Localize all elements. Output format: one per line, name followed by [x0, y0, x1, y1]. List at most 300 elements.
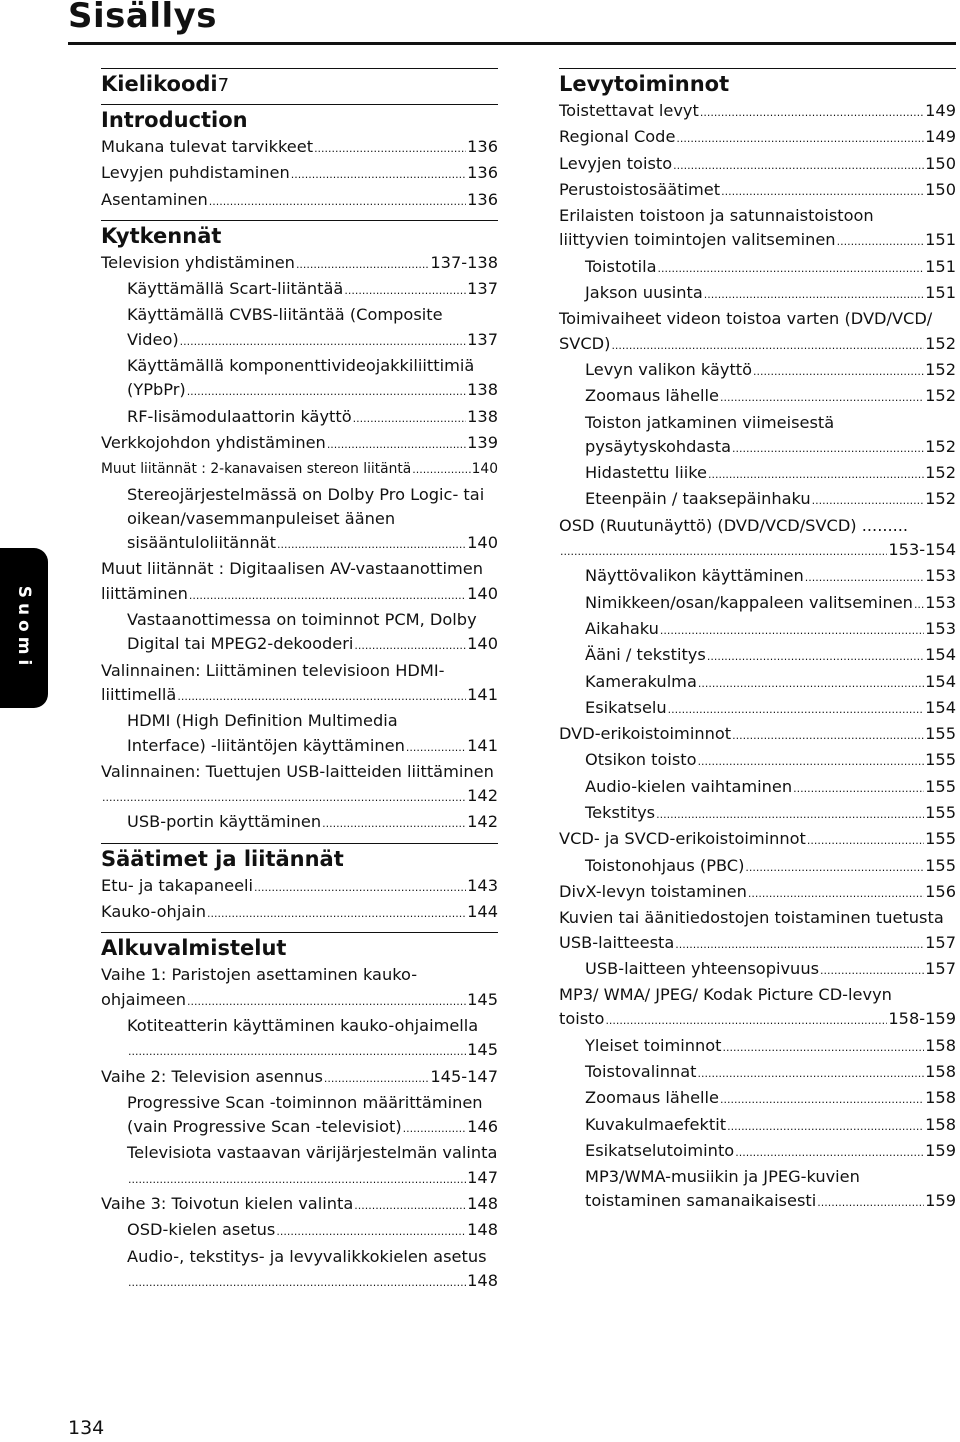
- toc-entry-label: Eteenpäin / taaksepäinhaku: [585, 489, 811, 509]
- dot-leader: [745, 856, 924, 880]
- dot-leader: [207, 902, 466, 926]
- toc-entry-row: [127, 378, 498, 404]
- toc-entry: [559, 801, 956, 827]
- toc-entry-row: [127, 1166, 498, 1192]
- toc-entry-row: [127, 734, 498, 760]
- toc-entry-row: [559, 1007, 956, 1033]
- page-ref: 140: [471, 461, 498, 478]
- page-ref: 152: [925, 436, 956, 456]
- page-ref: 141: [467, 735, 498, 755]
- section-title: Säätimet ja liitännät: [101, 846, 344, 871]
- page-ref: 138: [467, 380, 498, 400]
- toc-entry-label: USB-portin käyttäminen: [127, 812, 322, 832]
- toc-entry-label: Esikatselutoiminto: [585, 1140, 735, 1160]
- toc-entry-label: Interface) -liitäntöjen käyttäminen: [127, 735, 405, 755]
- toc-entry-label: liittyvien toimintojen valitseminen: [559, 230, 836, 250]
- toc-entry: [101, 1141, 498, 1192]
- page-ref: 154: [925, 671, 956, 691]
- dot-leader: [753, 360, 924, 384]
- toc-entry: [559, 957, 956, 983]
- toc-entry-line: Televisiota vastaavan värijärjestelmän valinta: [127, 1143, 498, 1163]
- dot-leader: [720, 386, 924, 410]
- page-ref: 153: [925, 592, 956, 612]
- section-title: Alkuvalmistelut: [101, 936, 287, 961]
- page-ref: 143: [467, 875, 498, 895]
- toc-entry-row: [127, 405, 498, 431]
- page-ref: 140: [467, 634, 498, 654]
- toc-entry-label: Esikatselu: [585, 697, 667, 717]
- dot-leader: [354, 634, 466, 658]
- toc-entry-row: [127, 1038, 498, 1064]
- toc-entry-row: [585, 854, 956, 880]
- toc-entry-row: [101, 874, 498, 900]
- dot-leader: [187, 990, 466, 1014]
- toc-entry-label: Vaihe 2: Television asennus: [101, 1066, 323, 1086]
- dot-leader: [327, 433, 466, 457]
- toc-entry-row: [101, 784, 498, 810]
- toc-entry-row: [101, 683, 498, 709]
- toc-entry-line: Muut liitännät : Digitaalisen AV-vastaanottimen: [101, 559, 484, 579]
- toc-entry: [101, 251, 498, 277]
- toc-entry-label: DVD-erikoistoiminnot: [559, 724, 732, 744]
- page-ref: 7: [217, 75, 230, 96]
- toc-entry: [559, 1034, 956, 1060]
- page-ref: 147: [467, 1167, 498, 1187]
- page-ref: 136: [467, 163, 498, 183]
- toc-entry-row: [585, 1060, 956, 1086]
- dot-leader: [732, 724, 924, 748]
- toc-entry-label: sisääntuloliitännät: [127, 533, 277, 553]
- toc-entry-label: VCD- ja SVCD-erikoistoiminnot: [559, 829, 806, 849]
- dot-leader: [707, 645, 924, 669]
- dot-leader: [296, 253, 429, 277]
- toc-entry-row: [127, 1115, 498, 1141]
- toc-entry: [559, 906, 956, 957]
- page-ref: 158: [925, 1035, 956, 1055]
- dot-leader: [291, 163, 466, 187]
- dot-leader: [732, 437, 924, 461]
- toc-entry-label: Levyjen puhdistaminen: [101, 163, 290, 183]
- toc-entry: [559, 722, 956, 748]
- toc-entry: [559, 384, 956, 410]
- toc-entry: [559, 358, 956, 384]
- page-ref: 139: [467, 432, 498, 452]
- title-divider: [68, 42, 956, 45]
- toc-entry: [559, 281, 956, 307]
- page-ref: 158: [925, 1088, 956, 1108]
- toc-entry-label: pysäytyskohdasta: [585, 436, 732, 456]
- page-ref: 145: [467, 989, 498, 1009]
- toc-entry-line: Valinnainen: Liittäminen televisioon HDMI-: [101, 660, 445, 680]
- toc-entry-line: Valinnainen: Tuettujen USB-laitteiden liittäminen: [101, 761, 494, 781]
- page-number: 134: [68, 1417, 105, 1439]
- toc-entry: [559, 1139, 956, 1165]
- page-ref: 140: [467, 533, 498, 553]
- toc-entry: [101, 608, 498, 659]
- page-ref: 142: [467, 786, 498, 806]
- page-ref: 137: [467, 329, 498, 349]
- page-ref: 148: [467, 1193, 498, 1213]
- dot-leader: [820, 959, 924, 983]
- page-ref: 158: [925, 1061, 956, 1081]
- page-ref: 159: [925, 1140, 956, 1160]
- page-ref: 144: [467, 902, 498, 922]
- toc-entry-row: [101, 457, 498, 482]
- toc-entry-label: liittimellä: [101, 684, 177, 704]
- toc-entry-label: Toistovalinnat: [585, 1061, 697, 1081]
- toc-entry: [101, 1192, 498, 1218]
- toc-entry-row: [127, 810, 498, 836]
- page-ref: 140: [467, 583, 498, 603]
- page-ref: 157: [925, 932, 956, 952]
- page-ref: 151: [925, 283, 956, 303]
- language-tab: [0, 548, 48, 708]
- toc-entry: [101, 161, 498, 187]
- page-ref: 150: [925, 179, 956, 199]
- toc-entry-row: [101, 188, 498, 214]
- toc-entry-label: Ääni / tekstitys: [585, 645, 706, 665]
- toc-entry-line: Käyttämällä komponenttivideojakkiliittimiä: [127, 356, 475, 376]
- page-ref: 149: [925, 101, 956, 120]
- toc-entry-row: [101, 988, 498, 1014]
- toc-entry-row: [585, 255, 956, 281]
- toc-entry-row: [585, 1189, 956, 1215]
- toc-entry: [101, 1091, 498, 1142]
- page-ref: 136: [467, 189, 498, 209]
- toc-entry-label: Toistettavat levyt: [559, 101, 699, 120]
- toc-entry-label: USB-laitteen yhteensopivuus: [585, 958, 820, 978]
- toc-entry-row: [585, 775, 956, 801]
- dot-leader: [721, 180, 924, 204]
- page-ref: 154: [925, 697, 956, 717]
- page-ref: 149: [925, 127, 956, 147]
- page-ref: 152: [925, 386, 956, 406]
- page-ref: 155: [925, 803, 956, 823]
- toc-entry-label: Television yhdistäminen: [101, 252, 295, 272]
- toc-entry-row: [585, 384, 956, 410]
- toc-entry-row: [559, 332, 956, 358]
- toc-entry: [101, 760, 498, 811]
- toc-entry-row: [585, 461, 956, 487]
- toc-entry-row: [585, 696, 956, 722]
- toc-entry-row: [559, 152, 956, 178]
- toc-entry: [101, 810, 498, 836]
- toc-entry-line: Käyttämällä CVBS-liitäntää (Composite: [127, 305, 443, 325]
- toc-entry-label: Digital tai MPEG2-dekooderi: [127, 634, 354, 654]
- toc-entry-row: [127, 632, 498, 658]
- toc-entry: [101, 659, 498, 710]
- toc-entry: [559, 880, 956, 906]
- dot-leader: [793, 777, 924, 801]
- toc-entry-row: [585, 1034, 956, 1060]
- page-ref: 141: [467, 684, 498, 704]
- toc-entry: [101, 1065, 498, 1091]
- toc-entry-label: Tekstitys: [585, 803, 656, 823]
- dot-leader: [605, 1009, 887, 1033]
- toc-entry: [559, 643, 956, 669]
- dot-leader: [675, 933, 924, 957]
- dot-leader: [128, 1040, 466, 1064]
- toc-entry-label: Käyttämällä Scart-liitäntää: [127, 279, 344, 299]
- toc-entry-row: [559, 178, 956, 204]
- page-ref: 159: [925, 1191, 956, 1211]
- toc-entry: [559, 748, 956, 774]
- dot-leader: [344, 279, 466, 303]
- dot-leader: [727, 1115, 924, 1139]
- page-title: Sisällys: [68, 0, 218, 36]
- toc-entry-row: [101, 1192, 498, 1218]
- section-title: Introduction: [101, 108, 248, 132]
- page-ref: 150: [925, 153, 956, 173]
- toc-section: [559, 68, 956, 1216]
- toc-entry-line: Toiston jatkaminen viimeisestä: [585, 412, 835, 432]
- page-ref: 152: [925, 463, 956, 483]
- page-ref: 137: [467, 279, 498, 299]
- toc-entry-label: Perustoistosäätimet: [559, 179, 721, 199]
- toc-section: [101, 220, 498, 837]
- toc-entry-row: [101, 900, 498, 926]
- page-ref: 155: [925, 829, 956, 849]
- toc-entry-label: Kuvakulmaefektit: [585, 1114, 727, 1134]
- toc-entry: [559, 696, 956, 722]
- toc-left-column: [101, 68, 498, 1295]
- toc-entry-row: [559, 722, 956, 748]
- dot-leader: [276, 1220, 466, 1244]
- page-ref: 158: [925, 1114, 956, 1134]
- page-ref: 136: [467, 137, 498, 156]
- dot-leader: [656, 803, 924, 827]
- dot-leader: [817, 1191, 924, 1215]
- toc-entry: [101, 405, 498, 431]
- toc-entry-line: Audio-, tekstitys- ja levyvalikkokielen asetus: [127, 1246, 487, 1266]
- toc-entry-label: Zoomaus lähelle: [585, 1088, 720, 1108]
- dot-leader: [277, 533, 466, 557]
- page-ref: 148: [467, 1270, 498, 1290]
- toc-entry-label: Verkkojohdon yhdistäminen: [101, 432, 326, 452]
- toc-entry: [101, 457, 498, 482]
- toc-entry: [559, 461, 956, 487]
- toc-entry-row: [585, 801, 956, 827]
- toc-entry-line: Erilaisten toistoon ja satunnaistoistoon: [559, 206, 874, 226]
- toc-section: [101, 68, 498, 98]
- page-ref: 152: [925, 359, 956, 379]
- dot-leader: [177, 685, 466, 709]
- toc-entry-line: Vaihe 1: Paristojen asettaminen kauko-: [101, 965, 418, 985]
- dot-leader: [657, 257, 924, 281]
- page-ref: 148: [467, 1220, 498, 1240]
- toc-entry: [559, 125, 956, 151]
- toc-entry-row: [559, 538, 956, 564]
- toc-entry: [559, 307, 956, 358]
- toc-entry-row: [585, 281, 956, 307]
- toc-entry: [559, 827, 956, 853]
- toc-entry-label: Jakson uusinta: [585, 283, 703, 303]
- dot-leader: [254, 876, 466, 900]
- toc-entry-label: Hidastettu liike: [585, 463, 707, 483]
- dot-leader: [406, 736, 466, 760]
- dot-leader: [668, 698, 924, 722]
- toc-entry: [559, 411, 956, 462]
- page-ref: 146: [467, 1117, 498, 1137]
- toc-entry: [559, 983, 956, 1034]
- dot-leader: [698, 1062, 925, 1086]
- toc-entry-row: [585, 1086, 956, 1112]
- toc-entry-label: DivX-levyn toistaminen: [559, 881, 747, 901]
- toc-entry-row: [127, 531, 498, 557]
- dot-leader: [723, 1036, 925, 1060]
- toc-entry: [559, 178, 956, 204]
- toc-entry-row: [585, 957, 956, 983]
- toc-entry: [101, 1245, 498, 1296]
- toc-entry-row: [585, 617, 956, 643]
- toc-entry: [101, 900, 498, 926]
- dot-leader: [560, 540, 887, 564]
- toc-entry: [101, 135, 498, 161]
- toc-entry-line: MP3/WMA-musiikin ja JPEG-kuvien: [585, 1167, 860, 1187]
- toc-section: [101, 932, 498, 1295]
- toc-entry-label: Yleiset toiminnot: [585, 1035, 722, 1055]
- toc-right-column: [559, 68, 956, 1216]
- toc-entry-line: oikean/vasemmanpuleiset äänen: [127, 508, 396, 528]
- dot-leader: [403, 1117, 466, 1141]
- toc-entry-line: Progressive Scan -toiminnon määrittäminen: [127, 1092, 483, 1112]
- toc-entry-line: Kotiteatterin käyttäminen kauko-ohjaimella: [127, 1015, 479, 1035]
- toc-entry-row: [585, 1139, 956, 1165]
- toc-entry: [101, 303, 498, 354]
- toc-entry-label: Levyn valikon käyttö: [585, 359, 753, 379]
- toc-entry-label: Vaihe 3: Toivotun kielen valinta: [101, 1193, 354, 1213]
- toc-entry-label: Otsikon toisto: [585, 750, 697, 770]
- toc-entry-line: Kuvien tai äänitiedostojen toistaminen tuetusta: [559, 908, 944, 928]
- toc-entry: [559, 152, 956, 178]
- toc-entry-label: Asentaminen: [101, 189, 208, 209]
- toc-entry-row: [101, 431, 498, 457]
- toc-entry: [101, 963, 498, 1014]
- toc-entry-label: Kauko-ohjain: [101, 902, 206, 922]
- dot-leader: [354, 1194, 466, 1218]
- page-ref: 145-147: [430, 1066, 498, 1086]
- dot-leader: [660, 619, 924, 643]
- toc-entry-row: [559, 931, 956, 957]
- dot-leader: [189, 584, 466, 608]
- toc-entry-line: HDMI (High Definition Multimedia: [127, 711, 398, 731]
- page-ref: 155: [925, 776, 956, 796]
- toc-entry-line: Toimivaiheet videon toistoa varten (DVD/VCD/: [559, 309, 933, 329]
- page-ref: 151: [925, 230, 956, 250]
- dot-leader: [322, 812, 466, 836]
- toc-entry: [101, 1014, 498, 1065]
- toc-entry-label: Nimikkeen/osan/kappaleen valitseminen: [585, 592, 913, 612]
- toc-section: [101, 843, 498, 927]
- page-ref: 153-154: [888, 540, 956, 560]
- dot-leader: [353, 407, 466, 431]
- dot-leader: [708, 463, 924, 487]
- page-ref: 154: [925, 645, 956, 665]
- toc-entry-row: [559, 125, 956, 151]
- page-ref: 156: [925, 881, 956, 901]
- toc-entry-row: [559, 99, 956, 125]
- dot-leader: [673, 154, 924, 178]
- toc-entry: [559, 591, 956, 617]
- toc-entry-row: [585, 358, 956, 384]
- toc-entry-row: [585, 670, 956, 696]
- toc-entry-row: [559, 827, 956, 853]
- toc-entry-label: Etu- ja takapaneeli: [101, 875, 254, 895]
- toc-entry-row: [585, 591, 956, 617]
- dot-leader: [128, 1271, 466, 1295]
- toc-entry-line: MP3/ WMA/ JPEG/ Kodak Picture CD-levyn: [559, 985, 892, 1005]
- toc-entry-label: Muut liitännät : 2-kanavaisen stereon liitäntä: [101, 461, 412, 478]
- page-ref: 152: [925, 333, 956, 353]
- dot-leader: [735, 1141, 924, 1165]
- toc-entry: [559, 255, 956, 281]
- dot-leader: [837, 230, 925, 254]
- toc-entry: [559, 1165, 956, 1216]
- toc-entry-row: [585, 435, 956, 461]
- toc-entry: [559, 1113, 956, 1139]
- toc-entry: [101, 483, 498, 558]
- toc-entry: [559, 1060, 956, 1086]
- toc-entry: [559, 204, 956, 255]
- toc-entry-label: Toistonohjaus (PBC): [585, 855, 745, 875]
- toc-entry: [559, 99, 956, 125]
- toc-entry-label: Aikahaku: [585, 618, 659, 638]
- section-title: Kytkennät: [101, 223, 222, 248]
- toc-entry-label: Zoomaus lähelle: [585, 386, 720, 406]
- page-ref: 157: [925, 958, 956, 978]
- toc-entry-label: (YPbPr): [127, 380, 186, 400]
- dot-leader: [676, 127, 924, 151]
- toc-entry-row: [127, 1269, 498, 1295]
- toc-entry-label: Mukana tulevat tarvikkeet: [101, 137, 314, 156]
- toc-entry-row: [559, 880, 956, 906]
- toc-section: [101, 104, 498, 214]
- dot-leader: [700, 101, 924, 125]
- toc-entry-row: [127, 277, 498, 303]
- toc-entry-label: toisto: [559, 1009, 605, 1029]
- toc-entry-row: [585, 564, 956, 590]
- dot-leader: [805, 566, 924, 590]
- dot-leader: [698, 672, 924, 696]
- page-ref: 138: [467, 406, 498, 426]
- toc-entry: [559, 487, 956, 513]
- toc-entry-label: SVCD): [559, 333, 611, 353]
- toc-entry-label: Näyttövalikon käyttäminen: [585, 566, 804, 586]
- dot-leader: [187, 380, 466, 404]
- dot-leader: [314, 137, 466, 161]
- dot-leader: [324, 1067, 429, 1091]
- toc-entry: [101, 431, 498, 457]
- toc-entry-row: [585, 748, 956, 774]
- dot-leader: [102, 786, 466, 810]
- toc-entry-line: Stereojärjestelmässä on Dolby Pro Logic- tai: [127, 484, 485, 504]
- toc-entry-label: Audio-kielen vaihtaminen: [585, 776, 793, 796]
- toc-entry-row: [101, 1065, 498, 1091]
- toc-entry-label: Regional Code: [559, 127, 676, 147]
- page-ref: 142: [467, 812, 498, 832]
- dot-leader: [720, 1088, 924, 1112]
- page-ref: 155: [925, 750, 956, 770]
- toc-entry: [101, 277, 498, 303]
- page-ref: 153: [925, 618, 956, 638]
- dot-leader: [611, 334, 924, 358]
- toc-entry: [559, 670, 956, 696]
- dot-leader: [412, 458, 470, 482]
- toc-entry: [559, 854, 956, 880]
- toc-entry-label: liittäminen: [101, 583, 188, 603]
- toc-entry-label: Toistotila: [585, 256, 657, 276]
- dot-leader: [807, 829, 924, 853]
